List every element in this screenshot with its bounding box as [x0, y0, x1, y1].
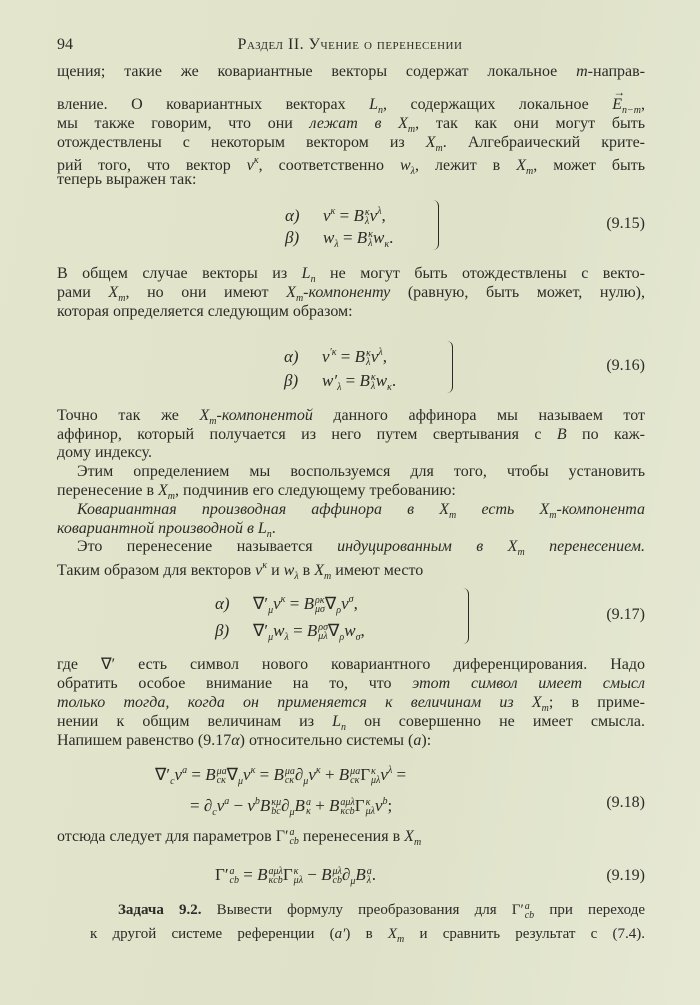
text-run: , но они имеют	[125, 284, 287, 301]
italic-text: -компоненту	[303, 284, 391, 301]
text-run: =	[336, 347, 355, 366]
equation-number: (9.15)	[606, 215, 645, 232]
math-symbol: $\nabla'_\mu$	[253, 594, 274, 616]
math-symbol: $L_n$	[257, 520, 272, 540]
italic-text: a	[413, 732, 422, 749]
equation-9-15b	[285, 228, 393, 255]
math-symbol: m	[576, 63, 588, 80]
text-run: ,	[360, 621, 365, 640]
math-symbol: B ρσ μλ	[306, 621, 329, 643]
math-symbol: $\partial_\mu$	[341, 865, 356, 887]
text-run: ;	[387, 796, 393, 815]
text-run: Это перенесение называется	[77, 538, 338, 555]
math-symbol: $w'_\lambda$	[322, 371, 342, 393]
text-run: где ∇′ есть символ нового ковариантного диференцирования. Надо	[57, 656, 645, 673]
math-symbol: $X_m$	[404, 828, 422, 848]
text-run: В общем случае векторы из	[57, 265, 302, 282]
math-symbol: $v^b$	[374, 796, 388, 815]
text-run: ,	[382, 347, 387, 366]
equation-9-19	[215, 865, 376, 892]
text-run: не могут быть отождествлены с векто-	[315, 265, 646, 282]
text-run: =	[335, 206, 354, 225]
text-run: =	[285, 594, 304, 613]
equation-label: β)	[215, 621, 230, 640]
italic-text: только тогда, когда он применяется к величинам из	[57, 694, 532, 711]
math-symbol: $\partial_c$	[203, 796, 217, 818]
math-symbol: B κ λ	[353, 206, 370, 228]
math-symbol: B κ λ	[359, 371, 376, 393]
math-symbol: $v^\kappa$	[255, 560, 268, 579]
text-run: Напишем равенство (9.17	[57, 732, 232, 749]
math-symbol: B μλ cb	[321, 865, 342, 887]
math-symbol: $X_m$	[439, 501, 457, 521]
math-symbol: B ρκ μσ	[303, 594, 325, 616]
math-symbol: $v^a$	[174, 765, 188, 784]
text-run: ; в приме-	[548, 694, 645, 711]
italic-text: -компонентой	[216, 407, 313, 424]
text-run: , подчинив его следующему требованию:	[175, 482, 456, 499]
text-run: и	[267, 562, 284, 579]
math-symbol: $v^\kappa$	[323, 206, 336, 225]
math-symbol: Γ′ a cb	[215, 865, 239, 887]
math-symbol: $\partial_\mu$	[281, 796, 295, 818]
math-symbol: $\nabla'_c$	[155, 765, 175, 787]
text-run: -направ-	[587, 63, 645, 80]
math-symbol: $X_m$	[286, 284, 304, 304]
equation-brace	[446, 341, 453, 393]
text-run: ,	[641, 96, 646, 113]
math-symbol: $v^\lambda$	[369, 206, 382, 225]
math-symbol: Γ κ μλ	[282, 865, 304, 887]
text-line	[57, 827, 645, 852]
math-symbol: $\partial_\mu$	[294, 765, 309, 787]
math-symbol: Γ κ μλ	[360, 765, 381, 787]
equation-label: β)	[284, 371, 299, 390]
text-line	[57, 425, 645, 444]
math-symbol: B a λ	[355, 865, 372, 887]
text-run: , может быть	[533, 157, 646, 174]
text-run: +	[320, 765, 339, 784]
math-symbol: $\nabla_\rho$	[328, 621, 345, 643]
text-line	[57, 655, 645, 674]
text-run: мы также говорим, что они	[57, 115, 310, 132]
math-symbol: $X_m$	[158, 482, 176, 502]
math-symbol: $\nabla'_\mu$	[253, 621, 274, 643]
text-run: по каж-	[566, 426, 645, 443]
text-run: ):	[421, 732, 432, 749]
math-symbol: $X_m$	[507, 538, 525, 558]
math-symbol: $X_m$	[516, 157, 534, 177]
math-symbol: $v^\kappa$	[243, 765, 256, 784]
math-symbol: $v^a$	[216, 796, 230, 815]
text-run: Этим определением мы воспользуемся для того, чтобы установить	[77, 463, 645, 480]
text-run: , содержащих локальное	[382, 96, 613, 113]
math-symbol: $X_m$	[314, 562, 332, 582]
text-run: Точно так же	[57, 407, 200, 424]
text-run: имеют место	[331, 562, 424, 579]
text-line	[57, 443, 645, 462]
text-run: −	[229, 796, 248, 815]
text-run: при переходе	[534, 902, 645, 918]
italic-text: -компонента	[556, 501, 646, 518]
math-symbol: $w_\lambda$	[273, 621, 289, 643]
math-symbol: $v^\kappa$	[246, 155, 259, 174]
math-symbol: B κ λ	[356, 228, 373, 250]
text-run: =	[187, 765, 206, 784]
equation-label: α)	[284, 347, 299, 366]
text-run: .	[391, 371, 397, 390]
text-run: рий того, что вектор	[57, 157, 247, 174]
italic-text: этот символ имеет смысл	[412, 675, 646, 692]
equation-label: α)	[215, 594, 230, 613]
math-symbol: B	[556, 426, 567, 443]
math-symbol: $w_\kappa$	[372, 228, 390, 250]
text-run: к другой системе референции (	[90, 926, 335, 942]
math-symbol: B μa cκ	[205, 765, 227, 787]
italic-text: перенесением.	[524, 538, 646, 555]
math-symbol: $w_\lambda$	[323, 228, 339, 250]
text-run: =	[239, 865, 258, 884]
equation-9-17b	[215, 621, 365, 648]
text-run: и сравнить результат с (7.4).	[404, 926, 645, 942]
text-run: +	[310, 796, 330, 815]
text-run: вление. О ковариантных векторах	[57, 96, 370, 113]
italic-text: индуцированным в	[337, 538, 508, 555]
text-run: он совершенно не имеет смысла.	[346, 713, 645, 730]
equation-9-16b	[284, 371, 396, 398]
text-run: , так как они могут быть	[415, 115, 646, 132]
italic-text: Ковариантная производная аффинора в	[77, 501, 440, 518]
math-symbol: $v^\kappa$	[308, 765, 321, 784]
text-run: обратить особое внимание на то, что	[57, 675, 413, 692]
math-symbol: $X_m$	[539, 501, 557, 521]
text-run: перенесения в	[298, 828, 405, 845]
text-run: ) относительно системы (	[239, 732, 414, 749]
math-symbol: $w_\lambda$	[400, 157, 416, 177]
equation-9-15a	[285, 202, 386, 226]
math-symbol: → $E_{n-m}$	[612, 96, 641, 113]
text-line	[57, 674, 645, 693]
text-run: (равную, быть может, нулю),	[390, 284, 645, 301]
text-line	[57, 462, 645, 481]
text-run: рами	[57, 284, 109, 301]
italic-text: ковариантной производной в	[57, 520, 258, 537]
text-run: ,	[353, 594, 358, 613]
math-symbol: $w_\sigma$	[344, 621, 361, 643]
math-symbol: Γ′ a cb	[275, 827, 299, 848]
math-symbol: $X_m$	[398, 115, 416, 135]
text-run: =	[341, 371, 360, 390]
page-number: 94	[57, 36, 73, 53]
math-symbol: B a κ	[294, 796, 311, 818]
equation-number: (9.19)	[606, 867, 645, 884]
running-header: Раздел II. Учение о перенесении	[237, 36, 463, 53]
math-symbol: $w_\lambda$	[283, 562, 299, 582]
equation-brace	[432, 200, 439, 250]
math-symbol: $L_n$	[301, 265, 316, 285]
text-run: Таким образом для векторов	[57, 562, 256, 579]
math-symbol: $L_n$	[369, 96, 383, 116]
math-symbol: $L_n$	[332, 713, 347, 733]
math-symbol: B aμλ κcb	[329, 796, 355, 818]
text-run: =	[255, 765, 274, 784]
math-symbol: $X_m$	[425, 134, 443, 154]
equation-brace	[462, 588, 469, 644]
equation-9-16a	[284, 343, 387, 367]
math-symbol: $v^{'\kappa}$	[322, 347, 337, 366]
text-run: .	[371, 865, 377, 884]
text-run: Вывести формулу преобразования для	[201, 902, 512, 918]
math-symbol: $X_m$	[199, 407, 217, 427]
math-symbol: $\nabla_\mu$	[226, 765, 244, 787]
math-symbol: B μa cκ	[338, 765, 361, 787]
math-symbol: $X_m$	[387, 926, 405, 945]
text-run: щения; такие же ковариантные векторы содержат локальное	[57, 63, 577, 80]
text-run: которая определяется следующим образом:	[57, 303, 353, 320]
text-run: =	[392, 765, 407, 784]
italic-text: a′	[334, 926, 346, 942]
math-symbol: $v^\lambda$	[380, 765, 393, 784]
exercise-line	[90, 925, 645, 949]
math-symbol: B μa cκ	[273, 765, 295, 787]
text-run: ,	[381, 206, 386, 225]
math-symbol: $\nabla_\rho$	[324, 594, 342, 616]
equation-label: β)	[285, 228, 300, 247]
math-symbol: B κ λ	[354, 347, 371, 369]
text-run: =	[190, 796, 204, 815]
text-run: отождествлены с некоторым вектором из	[57, 134, 426, 151]
math-symbol: $v^\kappa$	[273, 594, 286, 613]
text-line	[57, 731, 645, 750]
math-symbol: B aμλ κcb	[257, 865, 283, 887]
math-symbol: Γ′ a cb	[511, 900, 535, 921]
text-run: перенесение в	[57, 482, 159, 499]
equation-number: (9.17)	[606, 606, 645, 623]
math-symbol: $v^b$	[247, 796, 260, 815]
text-line	[57, 556, 645, 586]
text-run: данного аффинора мы называем тот	[312, 407, 645, 424]
text-run: отсюда следует для параметров	[57, 828, 276, 845]
text-run: нении к общим величинам из	[57, 713, 333, 730]
math-symbol: $v^\lambda$	[370, 347, 383, 366]
math-symbol: $X_m$	[108, 284, 126, 304]
equation-label: α)	[285, 206, 300, 225]
math-symbol: $w_\kappa$	[375, 371, 392, 393]
text-run: =	[338, 228, 357, 247]
math-symbol: Γ κ μλ	[354, 796, 375, 818]
text-run: теперь выражен так:	[57, 171, 197, 188]
equation-9-18b	[190, 792, 392, 823]
exercise-line	[118, 901, 645, 920]
text-run: аффинор, который получается из него путем свертывания с	[57, 426, 557, 443]
bold-text: Задача 9.2.	[118, 902, 202, 918]
text-line	[57, 302, 645, 321]
text-line	[57, 62, 645, 81]
math-symbol: B κμ bc	[259, 796, 282, 818]
italic-text: есть	[456, 501, 540, 518]
italic-text: лежат в	[309, 115, 399, 132]
text-run: , лежит в	[415, 157, 517, 174]
equation-9-17a	[215, 590, 358, 621]
equation-number: (9.16)	[606, 357, 645, 374]
text-run: −	[303, 865, 322, 884]
text-run: ) в	[345, 926, 388, 942]
text-run: . Алгебраический крите-	[442, 134, 645, 151]
text-run: .	[389, 228, 394, 247]
text-run: , соответственно	[258, 157, 400, 174]
equation-number: (9.18)	[606, 794, 645, 811]
text-run: .	[271, 520, 276, 537]
text-run: дому индексу.	[57, 444, 152, 461]
math-symbol: $X_m$	[531, 694, 549, 714]
text-run: =	[288, 621, 307, 640]
math-symbol: $v^\sigma$	[341, 594, 354, 613]
italic-text: α	[231, 732, 240, 749]
text-run: в	[298, 562, 315, 579]
equation-9-18a	[155, 761, 406, 792]
text-line	[57, 170, 645, 189]
